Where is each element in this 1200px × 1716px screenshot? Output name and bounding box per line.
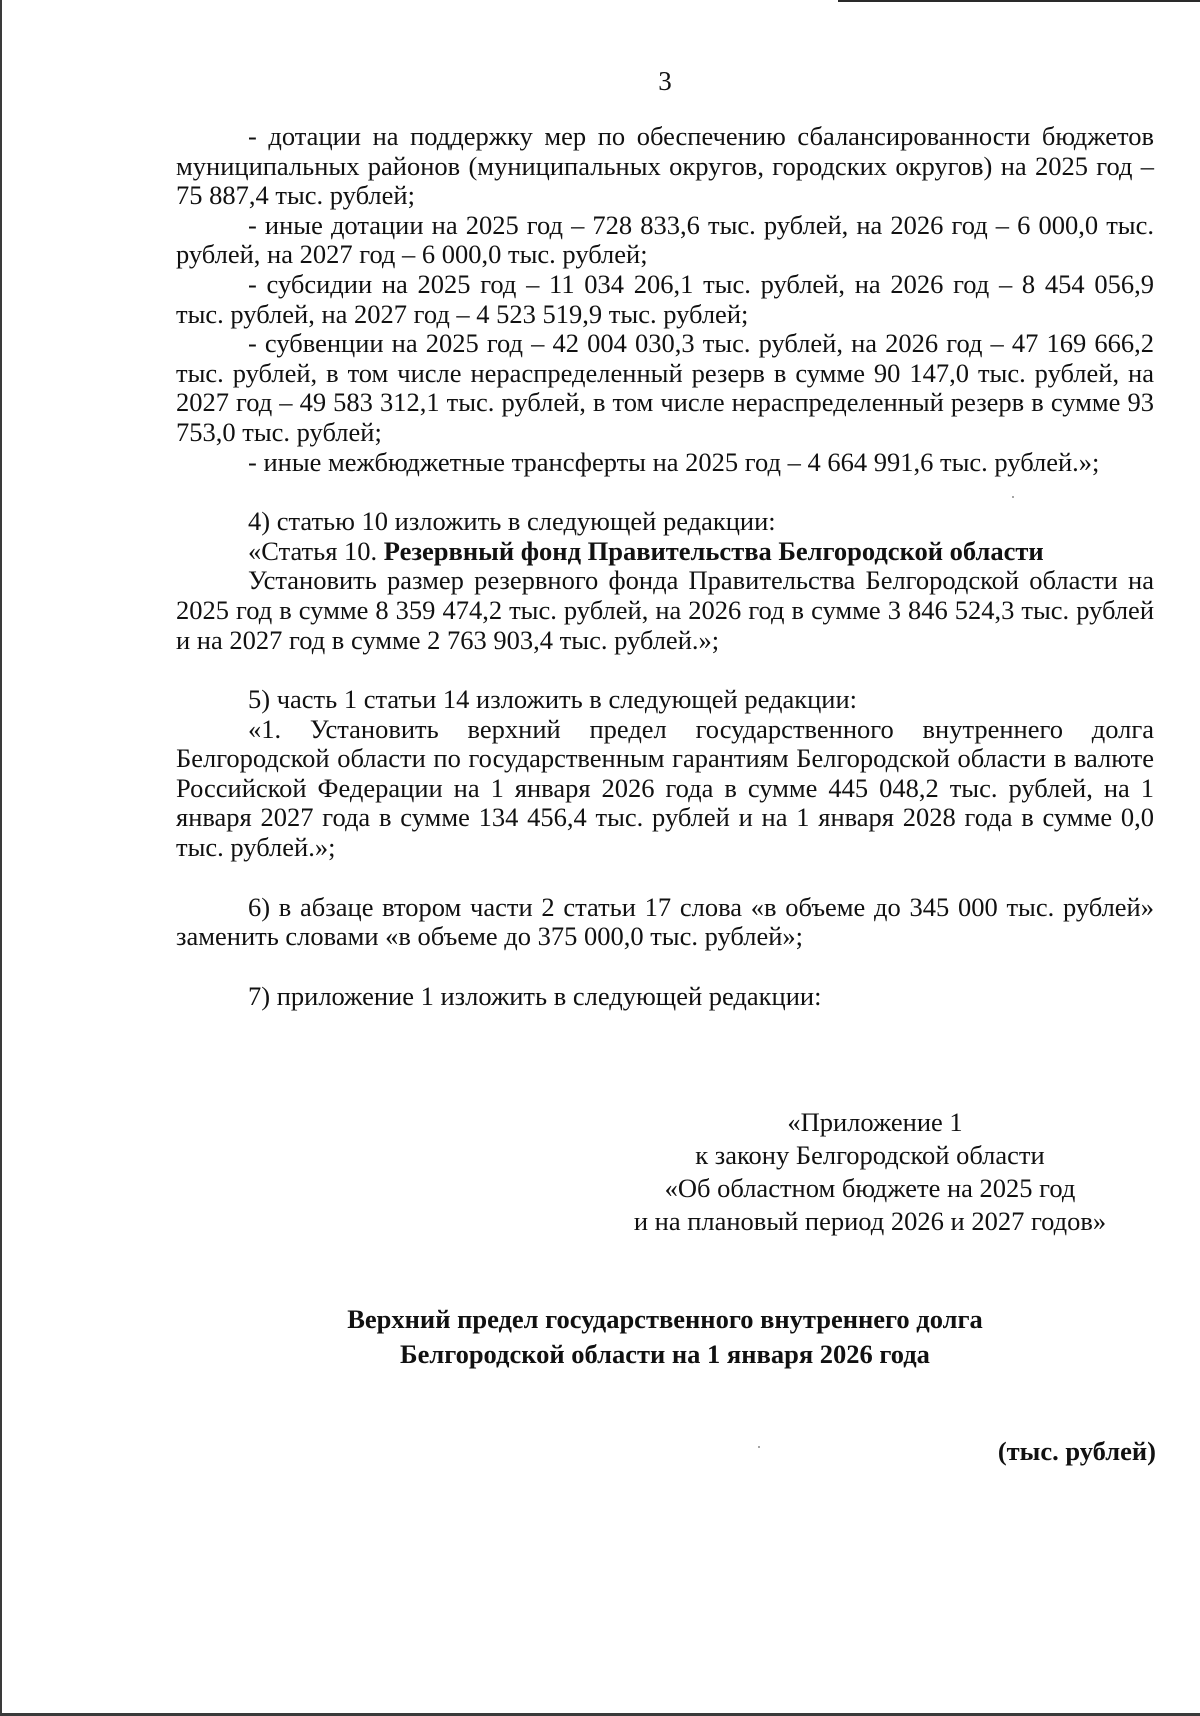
paragraph-other-grants: - иные дотации на 2025 год – 728 833,6 тыс. рублей, на 2026 год – 6 000,0 тыс. рублей, на 2027 год – 6 000,0 тыс. рублей; (176, 209, 1154, 270)
annex-line-1: «Приложение 1 (787, 1107, 963, 1137)
spacer (176, 655, 1154, 685)
item4-text: Установить размер резервного фонда Правительства Белгородской области на 2025 год в сумме 8 359 474,2 тыс. рублей, на 2026 год в сумме 3 846 524,3 тыс. рублей и на 2027 год в сумме 2 763 903,4 тыс. рублей.»; (176, 565, 1154, 655)
scan-speck (1012, 496, 1014, 498)
annex-line-2: к закону Белгородской области (695, 1140, 1045, 1170)
article-title: Резервный фонд Правительства Белгородской области (383, 535, 1044, 566)
paragraph-subsidies: - субсидии на 2025 год – 11 034 206,1 тыс. рублей, на 2026 год – 8 454 056,9 тыс. рублей, на 2027 год – 4 523 519,9 тыс. рублей; (176, 268, 1154, 329)
annex-line-3: «Об областном бюджете на 2025 год (664, 1173, 1076, 1203)
paragraph-subsidies-balance: - дотации на поддержку мер по обеспечению сбалансированности бюджетов муниципальных районов (муниципальных округов, городских округов) на 2025 год – 75 887,4 тыс. рублей; (176, 121, 1154, 211)
units-label: (тыс. рублей) (997, 1436, 1156, 1466)
item4-article-heading (176, 537, 1154, 567)
page-number: 3 (658, 66, 672, 96)
document-title (180, 1302, 1150, 1372)
title-line-1: Верхний предел государственного внутреннего долга (347, 1304, 983, 1334)
scan-speck (758, 1446, 760, 1448)
annex-header (560, 1106, 1180, 1238)
spacer (176, 477, 1154, 507)
spacer (176, 863, 1154, 893)
title-line-2: Белгородской области на 1 января 2026 года (400, 1339, 930, 1369)
spacer (176, 952, 1154, 982)
item5-text: «1. Установить верхний предел государственного внутреннего долга Белгородской области по государственным гарантиям Белгородской области в валюте Российской Федерации на 1 января 2026 года в сумме 445 048,2 тыс. рублей, на 1 января 2027 года в сумме 134 456,4 тыс. рублей и на 1 января 2028 года в сумме 0,0 тыс. рублей.»; (176, 713, 1154, 863)
article-prefix: «Статья 10. (248, 535, 384, 566)
annex-line-4: и на плановый период 2026 и 2027 годов» (633, 1206, 1107, 1236)
body-text (176, 122, 1154, 1011)
item4-intro: 4) статью 10 изложить в следующей редакции: (248, 506, 776, 537)
paragraph-subventions: - субвенции на 2025 год – 42 004 030,3 тыс. рублей, на 2026 год – 47 169 666,2 тыс. рублей, в том числе нераспределенный резерв в сумме 90 147,0 тыс. рублей, на 2027 год – 49 583 312,1 тыс. рублей, в том числе нераспределенный резерв в сумме 93 753,0 тыс. рублей; (176, 328, 1154, 447)
item6-text: 6) в абзаце втором части 2 статьи 17 слова «в объеме до 345 000 тыс. рублей» заменить словами «в объеме до 375 000,0 тыс. рублей»; (176, 891, 1154, 952)
page-border-top (838, 0, 1200, 2)
item5-intro: 5) часть 1 статьи 14 изложить в следующей редакции: (248, 684, 858, 715)
paragraph-other-transfers: - иные межбюджетные трансферты на 2025 год – 4 664 991,6 тыс. рублей.»; (248, 446, 1100, 477)
page-border-left (0, 0, 2, 1716)
item7-text: 7) приложение 1 изложить в следующей редакции: (248, 980, 822, 1011)
